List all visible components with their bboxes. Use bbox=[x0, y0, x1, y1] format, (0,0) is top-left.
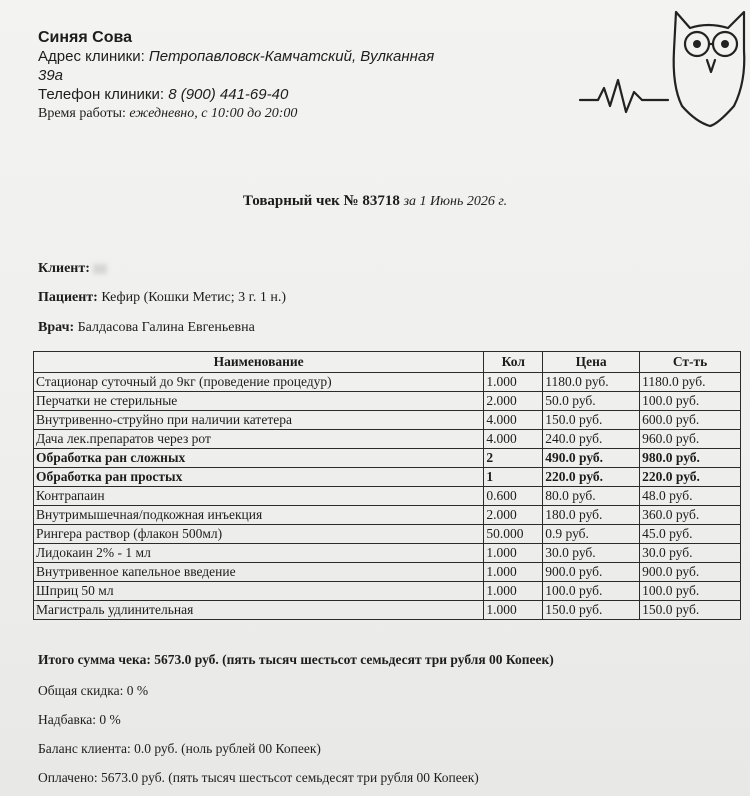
hours-value: ежедневно, с 10:00 до 20:00 bbox=[129, 106, 298, 121]
item-name: Стационар суточный до 9кг (проведение процедур) bbox=[34, 373, 484, 392]
address-line1: Петропавловск-Камчатский, Вулканная bbox=[148, 48, 435, 65]
item-price: 100.0 руб. bbox=[543, 582, 640, 601]
item-qty: 1.000 bbox=[484, 544, 543, 563]
discount: Общая скидка: 0 % bbox=[38, 683, 149, 698]
item-qty: 1 bbox=[484, 468, 543, 487]
item-total: 600.0 руб. bbox=[640, 411, 741, 430]
patient-value: Кефир (Кошки Метис; 3 г. 1 н.) bbox=[101, 290, 286, 305]
total-sum: Итого сумма чека: 5673.0 руб. (пять тысяч шестьсот семьдесят три рубля 00 Копеек) bbox=[38, 652, 554, 667]
item-total: 30.0 руб. bbox=[640, 544, 741, 563]
item-total: 48.0 руб. bbox=[640, 487, 741, 506]
client-label: Клиент: bbox=[38, 261, 90, 276]
table-row bbox=[34, 487, 741, 506]
item-total: 150.0 руб. bbox=[640, 601, 741, 620]
clinic-hours bbox=[38, 104, 508, 123]
item-price: 490.0 руб. bbox=[543, 449, 640, 468]
header-name: Наименование bbox=[34, 352, 484, 373]
item-total: 360.0 руб. bbox=[640, 506, 741, 525]
item-qty: 1.000 bbox=[484, 601, 543, 620]
item-qty: 0.600 bbox=[484, 487, 543, 506]
item-price: 80.0 руб. bbox=[543, 487, 640, 506]
client-line bbox=[38, 261, 107, 277]
item-qty: 4.000 bbox=[484, 430, 543, 449]
patient-label: Пациент: bbox=[38, 290, 98, 305]
item-name: Внутримышечная/подкожная инъекция bbox=[34, 506, 484, 525]
item-name: Перчатки не стерильные bbox=[34, 392, 484, 411]
clinic-address bbox=[38, 47, 508, 85]
table-row bbox=[34, 563, 741, 582]
item-qty: 2 bbox=[484, 449, 543, 468]
item-qty: 4.000 bbox=[484, 411, 543, 430]
address-label: Адрес клиники: bbox=[38, 48, 145, 65]
table-row bbox=[34, 544, 741, 563]
client-balance: Баланс клиента: 0.0 руб. (ноль рублей 00 Копеек) bbox=[38, 741, 321, 756]
item-name: Шприц 50 мл bbox=[34, 582, 484, 601]
markup: Надбавка: 0 % bbox=[38, 712, 121, 727]
item-name: Рингера раствор (флакон 500мл) bbox=[34, 525, 484, 544]
item-price: 0.9 руб. bbox=[543, 525, 640, 544]
receipt-title bbox=[0, 193, 750, 210]
table-row bbox=[34, 411, 741, 430]
header-qty: Кол bbox=[484, 352, 543, 373]
paid-amount: Оплачено: 5673.0 руб. (пять тысяч шестьсот семьдесят три рубля 00 Копеек) bbox=[38, 770, 479, 785]
client-redacted bbox=[93, 264, 107, 274]
item-name: Обработка ран простых bbox=[34, 468, 484, 487]
item-total: 100.0 руб. bbox=[640, 582, 741, 601]
clinic-name: Синяя Сова bbox=[38, 29, 133, 46]
table-row bbox=[34, 392, 741, 411]
item-total: 1180.0 руб. bbox=[640, 373, 741, 392]
item-name: Магистраль удлинительная bbox=[34, 601, 484, 620]
item-qty: 1.000 bbox=[484, 373, 543, 392]
owl-logo-icon bbox=[578, 2, 750, 132]
item-price: 240.0 руб. bbox=[543, 430, 640, 449]
doctor-value: Балдасова Галина Евгеньевна bbox=[77, 320, 255, 335]
item-total: 980.0 руб. bbox=[640, 449, 741, 468]
table-row bbox=[34, 468, 741, 487]
table-row bbox=[34, 601, 741, 620]
item-name: Лидокаин 2% - 1 мл bbox=[34, 544, 484, 563]
item-name: Обработка ран сложных bbox=[34, 449, 484, 468]
item-name: Внутривенно-струйно при наличии катетера bbox=[34, 411, 484, 430]
table-row bbox=[34, 430, 741, 449]
doctor-line bbox=[38, 320, 255, 336]
item-qty: 50.000 bbox=[484, 525, 543, 544]
item-price: 900.0 руб. bbox=[543, 563, 640, 582]
item-price: 30.0 руб. bbox=[543, 544, 640, 563]
item-qty: 2.000 bbox=[484, 506, 543, 525]
item-qty: 1.000 bbox=[484, 563, 543, 582]
item-price: 150.0 руб. bbox=[543, 411, 640, 430]
header-total: Ст-ть bbox=[640, 352, 741, 373]
item-name: Контрапаин bbox=[34, 487, 484, 506]
table-row bbox=[34, 506, 741, 525]
item-name: Внутривенное капельное введение bbox=[34, 563, 484, 582]
address-line2: 39а bbox=[38, 67, 64, 84]
doctor-label: Врач: bbox=[38, 320, 75, 335]
item-name: Дача лек.препаратов через рот bbox=[34, 430, 484, 449]
item-total: 45.0 руб. bbox=[640, 525, 741, 544]
item-price: 220.0 руб. bbox=[543, 468, 640, 487]
item-qty: 2.000 bbox=[484, 392, 543, 411]
hours-label: Время работы: bbox=[38, 106, 126, 121]
table-header-row bbox=[34, 352, 741, 373]
patient-line bbox=[38, 290, 286, 306]
phone-value: 8 (900) 441-69-40 bbox=[168, 86, 289, 103]
item-price: 50.0 руб. bbox=[543, 392, 640, 411]
clinic-header bbox=[38, 28, 508, 123]
table-row bbox=[34, 373, 741, 392]
table-row bbox=[34, 582, 741, 601]
receipt-number: Товарный чек № 83718 bbox=[242, 193, 400, 209]
item-price: 180.0 руб. bbox=[543, 506, 640, 525]
item-price: 1180.0 руб. bbox=[543, 373, 640, 392]
item-total: 960.0 руб. bbox=[640, 430, 741, 449]
item-total: 900.0 руб. bbox=[640, 563, 741, 582]
items-table bbox=[33, 351, 741, 620]
receipt-date: за 1 Июнь 2026 г. bbox=[403, 194, 508, 209]
table-row bbox=[34, 449, 741, 468]
item-qty: 1.000 bbox=[484, 582, 543, 601]
clinic-phone bbox=[38, 85, 508, 104]
table-row bbox=[34, 525, 741, 544]
header-price: Цена bbox=[543, 352, 640, 373]
item-price: 150.0 руб. bbox=[543, 601, 640, 620]
item-total: 100.0 руб. bbox=[640, 392, 741, 411]
item-total: 220.0 руб. bbox=[640, 468, 741, 487]
phone-label: Телефон клиники: bbox=[38, 86, 165, 103]
